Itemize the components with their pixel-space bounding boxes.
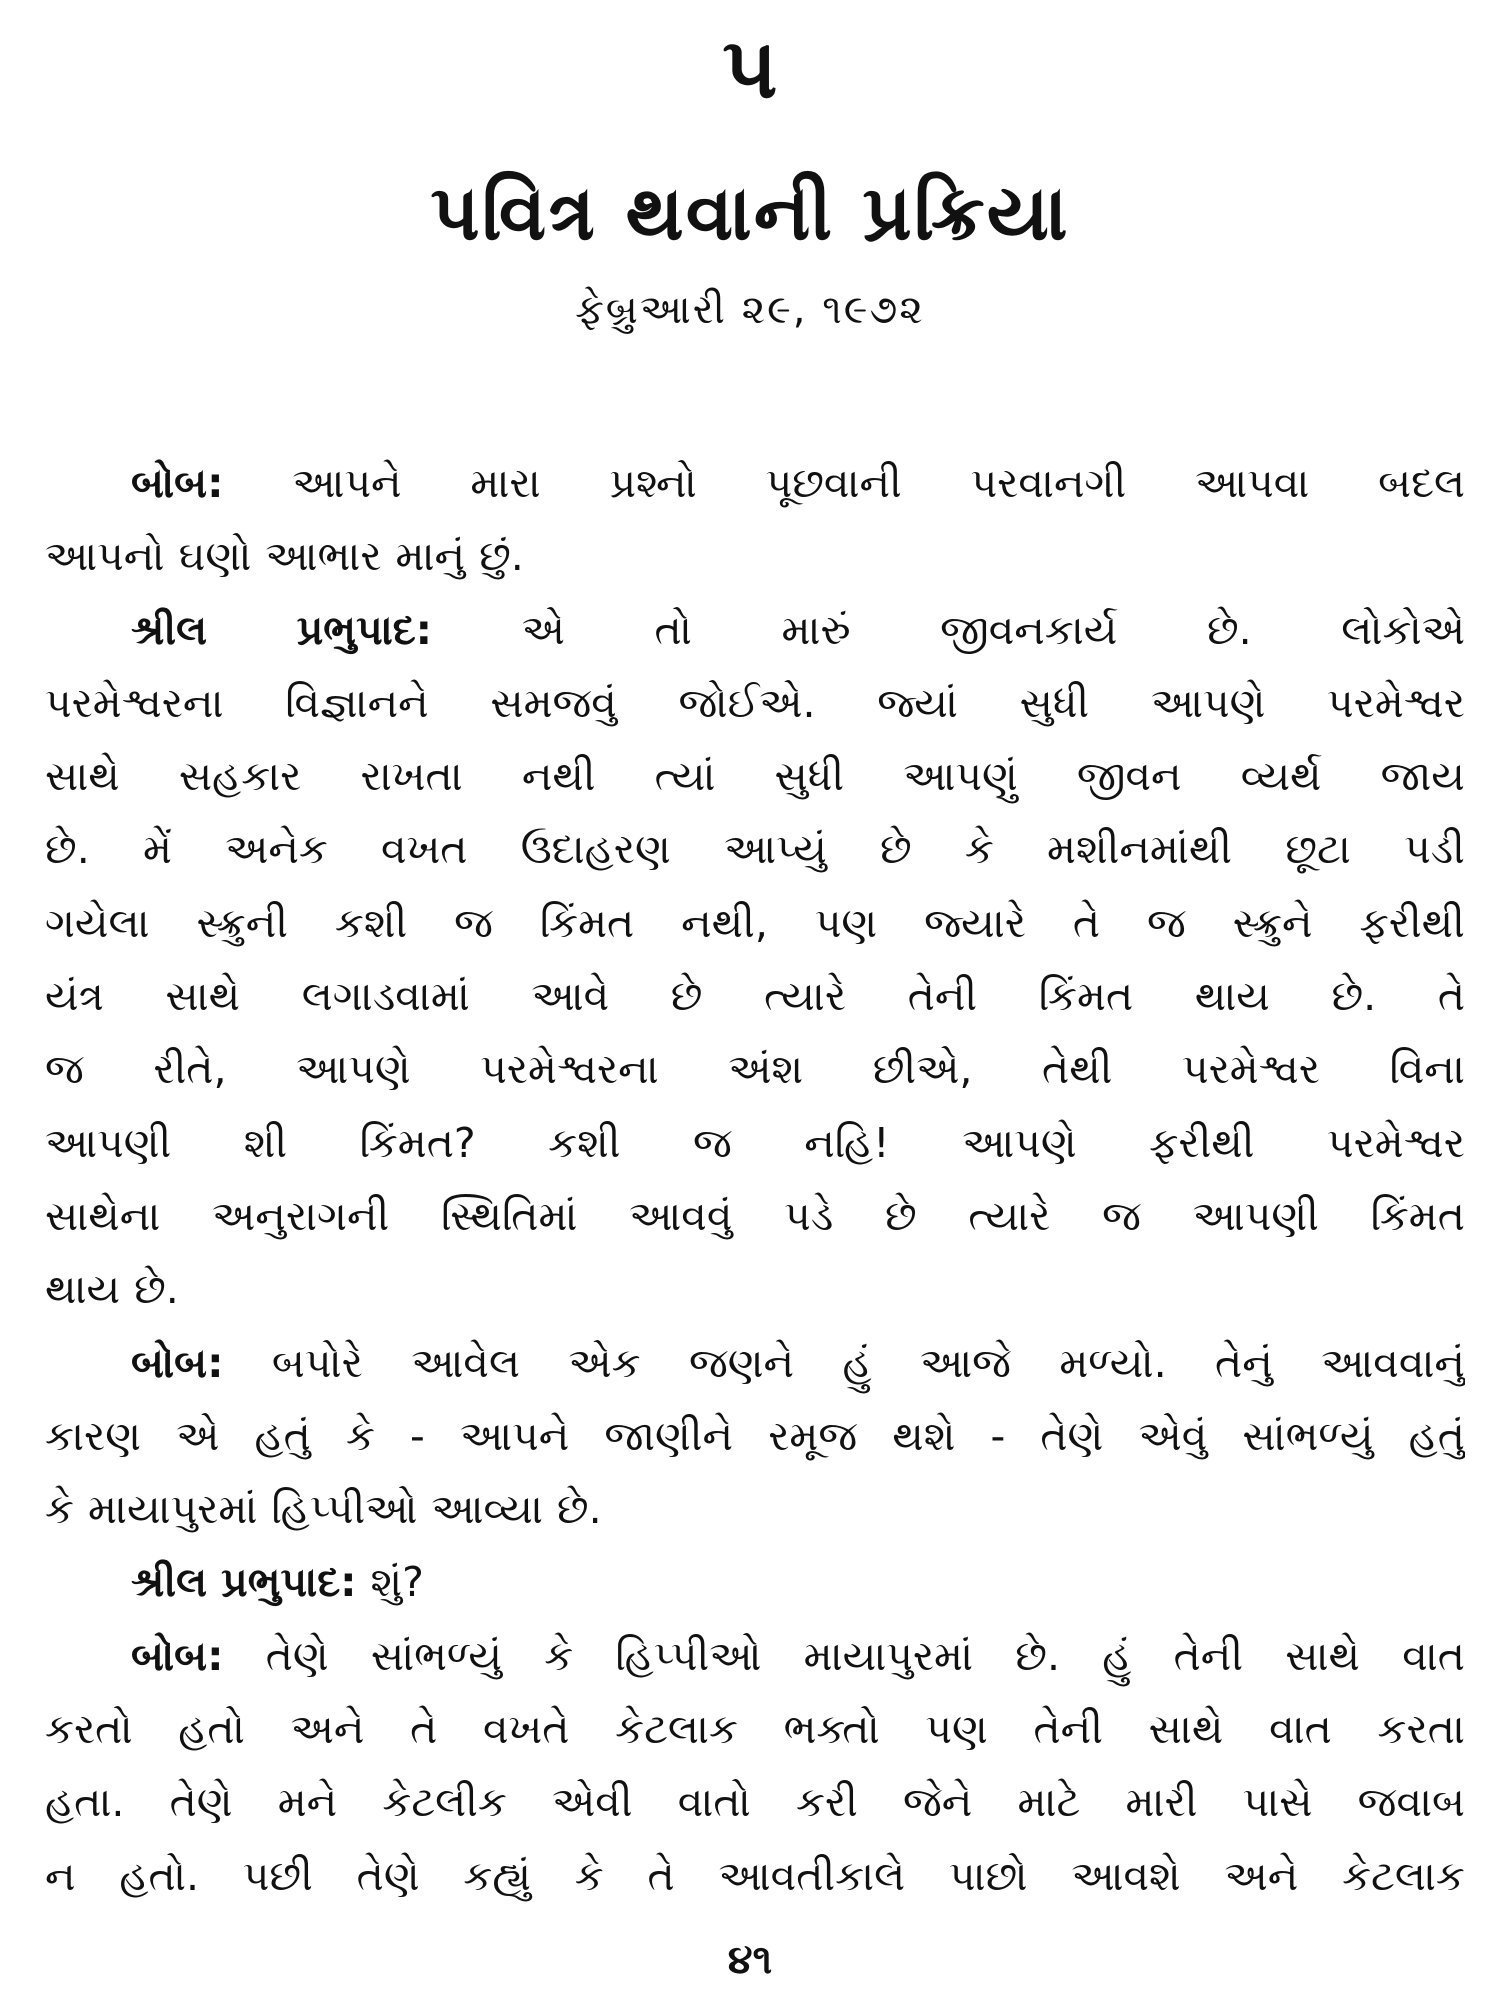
word: ફરીથી [1359,898,1465,947]
word: આપણી [1192,1191,1319,1240]
chapter-date: ફેબ્રુઆરી ૨૯, ૧૯૭૨ [575,287,925,333]
word: નહિ! [804,1118,890,1167]
word: તેથી [1042,1045,1113,1094]
word: છે. [1331,972,1377,1021]
word: જ [692,1118,732,1167]
word: હિપ્પીઓ [615,1631,762,1680]
word: કે [964,825,994,874]
word: વખતે [482,1705,570,1754]
word: કિંમત [1038,972,1134,1021]
word: કે [544,1631,574,1680]
word: સ્ક્રુની [196,898,288,947]
word: તેનું [1215,1338,1273,1387]
word: આવવું [629,1191,733,1240]
word: આપને [459,1411,570,1460]
word: રાખતા [360,752,463,801]
word: લગાડવામાં [301,972,470,1021]
word: છીએ, [872,1045,973,1094]
word: વિના [1389,1045,1465,1094]
word: હતું [1408,1411,1465,1460]
word: એ [176,1411,220,1460]
word: બદલ [1378,459,1465,507]
word: સાથે [1148,1705,1224,1754]
text-line [45,1180,1465,1253]
word: સમજવું [490,678,617,727]
word: અનેક [225,825,328,874]
word: જ [454,898,493,947]
word: સાંભળ્યું [370,1631,502,1680]
word: આજે [919,1338,1011,1387]
word: જોઈએ. [678,678,816,727]
text-line [45,667,1465,740]
text-line [45,1766,1465,1839]
word: પરમેશ્વરના [480,1045,659,1094]
word: પૂછવાની [765,459,902,507]
word: રમૂજ [768,1411,858,1460]
word: મારા [470,459,541,507]
word: ભક્તો [783,1705,880,1754]
word: કરતા [1377,1705,1465,1754]
word: આપવા [1194,459,1310,507]
word: ત્યારે [968,1191,1051,1240]
word: છે [670,972,703,1021]
word: કરતો [45,1705,133,1754]
word: વાત [1269,1705,1332,1754]
word: વાત [1402,1631,1465,1680]
word: પણ [814,898,878,947]
word: તે [1072,898,1101,947]
word: હિપ્પીઓ [271,1485,418,1534]
word: મશીનમાંથી [1047,825,1233,874]
word: કેટલાક [615,1705,738,1754]
word: તે [410,1705,438,1754]
word: આપનો [45,532,165,581]
word: આવ્યા [431,1485,543,1534]
page-number: ૪૧ [727,1937,773,1983]
word: અનુરાગની [212,1191,390,1240]
word: કારણ [45,1411,141,1460]
word: પણ [925,1705,988,1754]
word: પરમેશ્વર [1326,1118,1465,1167]
word: સ્ક્રુને [1232,898,1313,947]
word: પડી [1404,825,1465,874]
word: કિંમત [1370,1191,1465,1240]
word: કરી [795,1778,858,1827]
word: કિંમત [539,898,635,947]
word: એ [521,605,565,654]
word: યંત્ર [45,972,104,1021]
word: ત્યાં [654,752,716,801]
speaker-label: પ્રભુપાદ: [296,605,433,654]
word: માટે [1017,1778,1081,1827]
word: જ્યારે [924,898,1026,947]
word: એક [568,1338,641,1387]
word: છે. [556,1485,602,1534]
word: ત્યારે [764,972,847,1021]
word: છે [884,1191,917,1240]
word: આભાર [265,532,382,581]
word: આવશે [1071,1851,1181,1900]
text-line [45,1620,1465,1693]
text-line [45,1033,1465,1106]
word: કશી [548,1118,621,1167]
word: - [990,1411,1006,1460]
word: ફરીથી [1149,1118,1255,1167]
word: ઘણો [178,532,252,581]
word: આવતીકાલે [718,1851,906,1900]
word: જણને [688,1338,795,1387]
word: નથી, [681,898,768,947]
word: આપણે [296,1045,411,1094]
word: આવે [531,972,610,1021]
word: સહકાર [178,752,302,801]
word: છું. [479,532,524,581]
word: જાણીને [604,1411,734,1460]
word: વાતો [677,1778,751,1827]
word: એવી [552,1778,633,1827]
word: આવેલ [411,1338,520,1387]
word: મારી [1125,1778,1198,1827]
speaker-label: બોબ: [131,459,224,507]
word: હું [842,1338,872,1387]
word: આપને [292,459,402,507]
word: આપણે [962,1118,1077,1167]
word: - [410,1411,425,1460]
word: પડે [784,1191,834,1240]
word: હતો [178,1705,245,1754]
word: છે. [45,825,90,874]
word: કે [345,1411,375,1460]
word: થાય [45,1265,121,1314]
word: જીવનકાર્ય [940,605,1118,654]
word: શું? [370,1558,424,1607]
word: સાથે [165,972,241,1021]
text-line [45,813,1465,886]
text-line [45,1327,1465,1400]
word: એવું [1138,1411,1208,1460]
word: જ [1147,898,1186,947]
word: સ્થિતિમાં [440,1191,578,1240]
word: નથી [521,752,596,801]
word: તેની [907,972,978,1021]
word: સાંભળ્યું [1242,1411,1374,1460]
word: કેટલાક [1342,1851,1465,1900]
word: તે [1437,972,1465,1021]
word: છે. [1206,605,1252,654]
text-line [45,1546,1465,1619]
word: માનું [395,532,466,581]
text-line [45,740,1465,813]
chapter-number: ૫ [722,19,778,117]
chapter-title: પવિત્ર થવાની પ્રક્રિયા [430,168,1070,257]
text-line [45,1693,1465,1766]
word: આપણે [1150,678,1266,727]
word: મારું [781,605,851,654]
word: કશી [334,898,408,947]
word: તેની [1033,1705,1103,1754]
word: આપણું [903,752,1018,801]
word: જેને [902,1778,973,1827]
word: તેણે [1040,1411,1104,1460]
word: કિંમત? [359,1118,476,1167]
word: પાસે [1242,1778,1313,1827]
speaker-label: પ્રભુપાદ: [221,1558,357,1607]
word: વખત [381,825,468,874]
word: છે [879,825,912,874]
speaker-label: શ્રીલ [131,1558,208,1607]
text-line [45,960,1465,1033]
word: હું [1102,1631,1132,1680]
speaker-label: બોબ: [131,1631,224,1680]
text-line [45,887,1465,960]
word: રીતે, [153,1045,227,1094]
speaker-label: શ્રીલ [131,605,208,654]
word: કહ્યું [463,1851,531,1900]
word: તેની [1173,1631,1244,1680]
word: ગયેલા [45,898,150,947]
word: જ [1102,1191,1141,1240]
word: મળ્યો. [1059,1338,1167,1387]
word: તેણે [169,1778,233,1827]
word: કે [45,1485,74,1534]
word: વિજ્ઞાનને [285,678,429,727]
word: પરમેશ્વર [1181,1045,1320,1094]
word: જાય [1380,752,1465,801]
word: ન [45,1851,76,1900]
word: પાછો [948,1851,1028,1900]
word: સુધી [1019,678,1090,727]
word: ઉદાહરણ [520,825,671,874]
word: તેણે [265,1631,329,1680]
word: સાથે [1285,1631,1360,1680]
word: થશે [892,1411,956,1460]
word: છે. [134,1265,179,1314]
word: લોકોએ [1341,605,1465,654]
text-line [45,1840,1465,1913]
text-line [45,1107,1465,1180]
text-line [45,447,1465,520]
word: માયાપુરમાં [87,1485,258,1534]
word: હતો. [119,1851,199,1900]
text-line [45,594,1465,667]
text-line [45,1253,1465,1326]
word: અને [290,1705,365,1754]
word: સાથેના [45,1191,161,1240]
word: માયાપુરમાં [803,1631,974,1680]
word: વ્યર્થ [1240,752,1322,801]
word: જીવન [1076,752,1182,801]
word: જ્યાં [877,678,958,727]
word: મેં [142,825,172,874]
word: કે [574,1851,604,1900]
word: પ્રશ્નો [609,459,697,507]
word: તો [654,605,692,654]
word: આપ્યું [723,825,827,874]
text-line [45,1400,1465,1473]
word: બપોરે [271,1338,363,1387]
word: પરવાનગી [970,459,1127,507]
text-line [45,520,1465,593]
word: અંશ [728,1045,804,1094]
word: પરમેશ્વર [1327,678,1465,727]
text-line [45,1473,1465,1546]
word: તેણે [356,1851,420,1900]
word: હતું [254,1411,311,1460]
word: આવવાનું [1321,1338,1465,1387]
word: થાય [1194,972,1270,1021]
word: કેટલીક [382,1778,507,1827]
word: હતા. [45,1778,125,1827]
word: આપણી [45,1118,172,1167]
word: છૂટા [1285,825,1351,874]
word: જવાબ [1357,1778,1465,1827]
speaker-label: બોબ: [131,1338,224,1387]
word: મને [277,1778,338,1827]
word: સુધી [774,752,845,801]
word: જ [45,1045,84,1094]
word: છે. [1015,1631,1060,1680]
word: શી [243,1118,288,1167]
body-text [45,447,1465,1913]
word: પરમેશ્વરના [45,678,224,727]
word: તે [647,1851,675,1900]
word: સાથે [45,752,120,801]
word: અને [1224,1851,1299,1900]
word: પછી [242,1851,313,1900]
